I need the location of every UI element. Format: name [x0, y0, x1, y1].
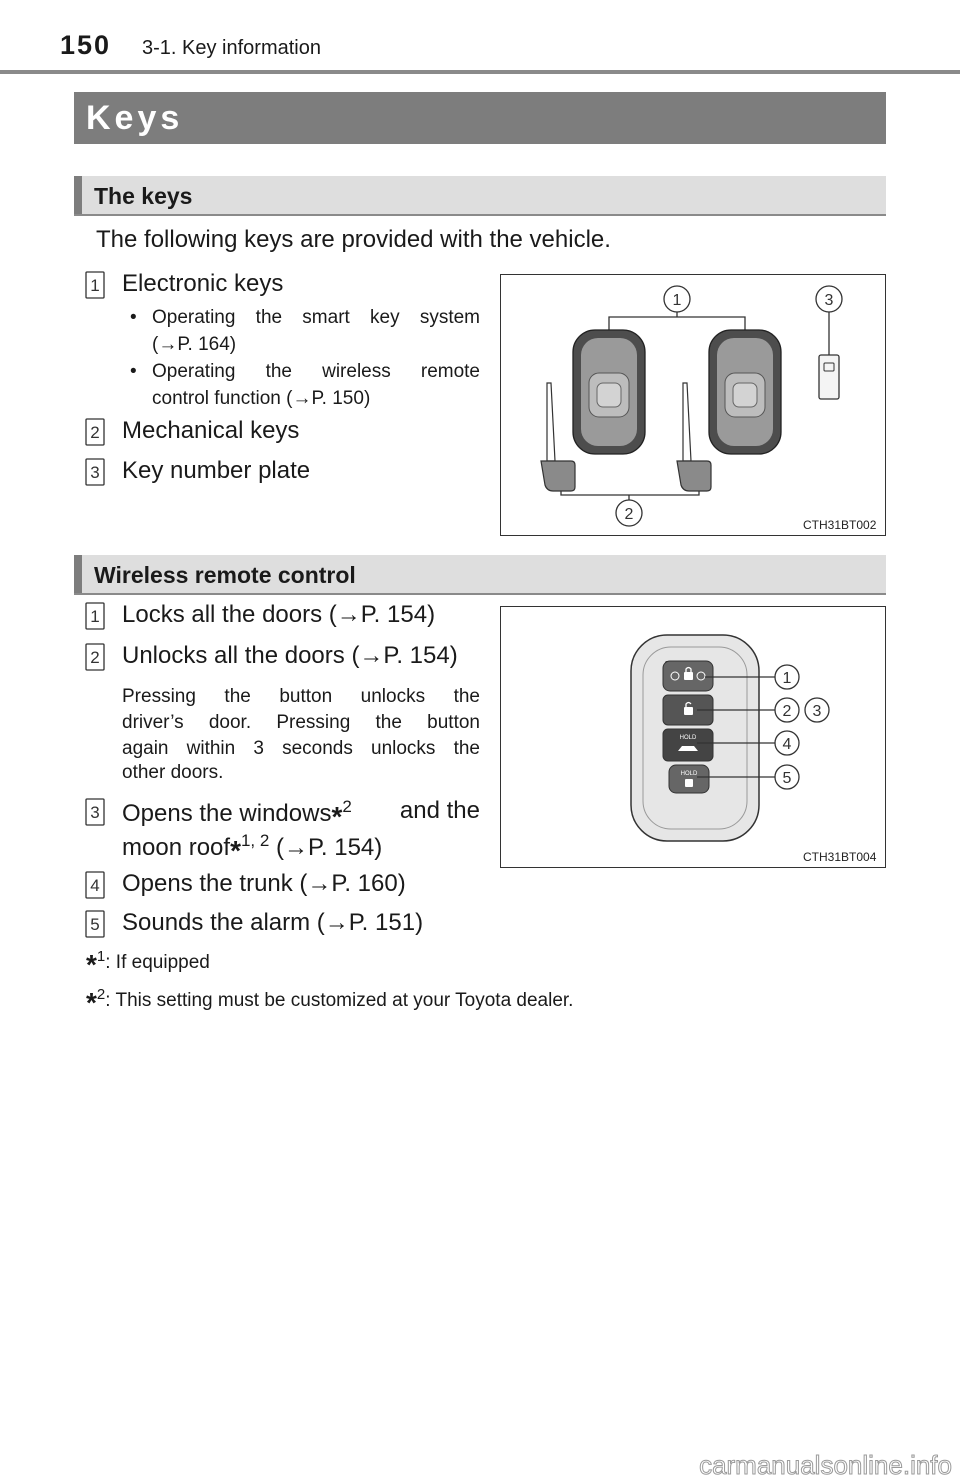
page-title-bar: [74, 92, 886, 144]
bullet-text: control function (→P. 150): [152, 388, 371, 409]
section-heading-text: Wireless remote control: [94, 562, 356, 588]
item-sound-alarm: Sounds the alarm (→P. 151): [122, 909, 424, 936]
note-line: again within 3 seconds unlocks the: [122, 738, 480, 759]
svg-text:3: 3: [90, 463, 100, 482]
number-1-icon: [84, 601, 106, 631]
item-open-windows-line2: moon roof*$^{1, 2}$ (→P. 154): [122, 831, 383, 866]
svg-text:2: 2: [782, 703, 792, 720]
svg-text:4: 4: [90, 876, 100, 895]
section-heading-keys: [74, 176, 886, 216]
number-4-icon: [84, 870, 106, 900]
item-electronic-keys: Electronic keys: [122, 270, 284, 297]
header-divider: [0, 70, 960, 74]
number-1-icon: [84, 270, 106, 300]
section-heading-remote: [74, 555, 886, 595]
section-heading-text: The keys: [94, 183, 193, 209]
item-open-trunk: Opens the trunk (→P. 160): [122, 870, 406, 897]
figure-remote: [500, 606, 886, 868]
item-open-windows: Opens the windows*$^2$ and the: [122, 797, 480, 832]
number-2-icon: [84, 417, 106, 447]
number-3-icon: [84, 457, 106, 487]
chapter-title: 3-1. Key information: [142, 37, 321, 59]
note-line: driver’s door. Pressing the button: [122, 712, 480, 733]
item-lock-doors: Locks all the doors (→P. 154): [122, 601, 436, 628]
svg-text:3: 3: [812, 703, 822, 720]
remote-illustration: [501, 607, 885, 867]
bullet-text: Operating the wireless remote: [152, 361, 480, 382]
svg-text:3: 3: [90, 803, 100, 822]
note-line: Pressing the button unlocks the: [122, 686, 480, 707]
page-title: Keys: [86, 99, 184, 137]
svg-text:carmanualsonline.info: carmanualsonline.info: [699, 1450, 952, 1480]
bullet-text: (→P. 164): [152, 334, 237, 355]
number-3-icon: [84, 797, 106, 827]
asterisk: *: [331, 801, 343, 832]
svg-text:1: 1: [90, 276, 100, 295]
svg-text:2: 2: [624, 506, 634, 523]
intro-text: The following keys are provided with the vehicle.: [96, 226, 611, 253]
item-mechanical-keys: Mechanical keys: [122, 417, 300, 444]
bullet-text: Operating the smart key system: [152, 307, 480, 328]
item-key-number-plate: Key number plate: [122, 457, 311, 484]
footnote-1: *$^1$: If equipped: [86, 948, 210, 980]
asterisk: *: [230, 835, 241, 866]
number-5-icon: [84, 909, 106, 939]
svg-text:HOLD: HOLD: [679, 735, 697, 741]
note-line: other doors.: [122, 762, 224, 783]
keys-illustration: [501, 275, 885, 535]
number-2-icon: [84, 642, 106, 672]
page-number: 150: [60, 30, 112, 60]
svg-text:HOLD: HOLD: [680, 771, 698, 777]
footnote-2: *$^2$: This setting must be customized at your Toyota dealer.: [86, 986, 574, 1018]
figure-keys: [500, 274, 886, 536]
item-unlock-doors: Unlocks all the doors (→P. 154): [122, 642, 458, 669]
svg-text:4: 4: [782, 736, 792, 753]
bullet-dot: •: [130, 307, 137, 328]
svg-text:5: 5: [782, 770, 792, 787]
bullet-dot: •: [130, 361, 137, 382]
svg-text:1: 1: [90, 607, 100, 626]
svg-text:3: 3: [824, 292, 834, 309]
figure-code: CTH31BT004: [803, 850, 877, 864]
svg-text:2: 2: [90, 423, 100, 442]
svg-text:5: 5: [90, 915, 100, 934]
svg-text:1: 1: [782, 670, 792, 687]
svg-text:1: 1: [672, 292, 682, 309]
figure-code: CTH31BT002: [803, 518, 877, 532]
watermark-logo: [0, 1444, 960, 1484]
svg-text:2: 2: [90, 648, 100, 667]
